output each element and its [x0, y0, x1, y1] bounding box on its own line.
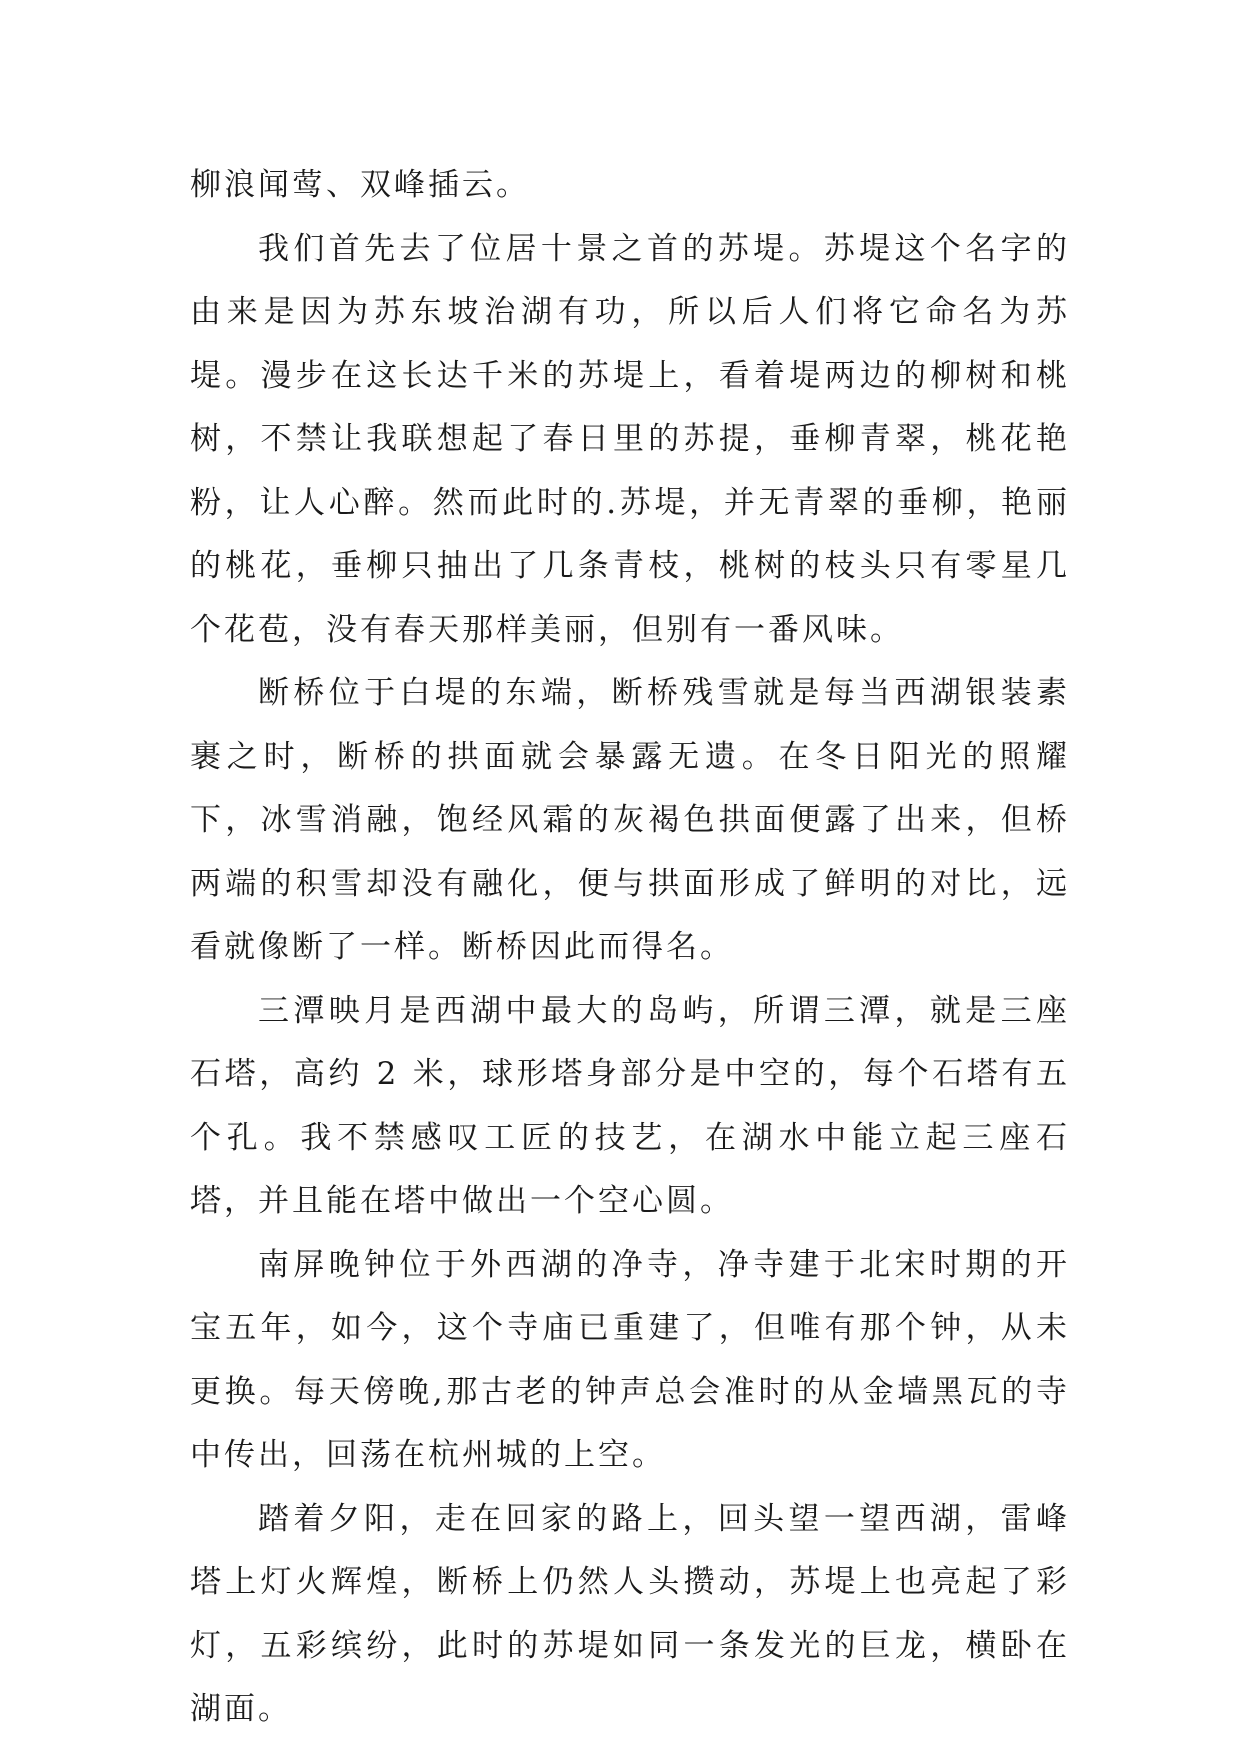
paragraph-6: 踏着夕阳，走在回家的路上，回头望一望西湖，雷峰塔上灯火辉煌，断桥上仍然人头攒动，苏堤上也亮起了彩灯，五彩缤纷，此时的苏堤如同一条发光的巨龙，横卧在湖面。 [190, 1500, 1070, 1727]
paragraph-2: 我们首先去了位居十景之首的苏堤。苏堤这个名字的由来是因为苏东坡治湖有功，所以后人们将它命名为苏堤。漫步在这长达千米的苏堤上，看着堤两边的柳树和桃树，不禁让我联想起了春日里的苏提，垂柳青翠，桃花艳粉，让人心醉。然而此时的.苏堤，并无青翠的垂柳，艳丽的桃花，垂柳只抽出了几条青枝，桃树的枝头只有零星几个花苞，没有春天那样美丽，但别有一番风味。 [190, 230, 1070, 648]
paragraph-4: 三潭映月是西湖中最大的岛屿，所谓三潭，就是三座石塔，高约 2 米，球形塔身部分是中空的，每个石塔有五个孔。我不禁感叹工匠的技艺，在湖水中能立起三座石塔，并且能在塔中做出一个空心圆。 [190, 992, 1070, 1219]
document-body [190, 154, 1070, 1742]
paragraph-5: 南屏晚钟位于外西湖的净寺，净寺建于北宋时期的开宝五年，如今，这个寺庙已重建了，但唯有那个钟，从未更换。每天傍晚,那古老的钟声总会准时的从金墙黑瓦的寺中传出，回荡在杭州城的上空。 [190, 1246, 1070, 1473]
paragraph-1: 柳浪闻莺、双峰插云。 [190, 167, 530, 203]
paragraph-3: 断桥位于白堤的东端，断桥残雪就是每当西湖银装素裹之时，断桥的拱面就会暴露无遗。在冬日阳光的照耀下，冰雪消融，饱经风霜的灰褐色拱面便露了出来，但桥两端的积雪却没有融化，便与拱面形成了鲜明的对比，远看就像断了一样。断桥因此而得名。 [190, 675, 1070, 965]
